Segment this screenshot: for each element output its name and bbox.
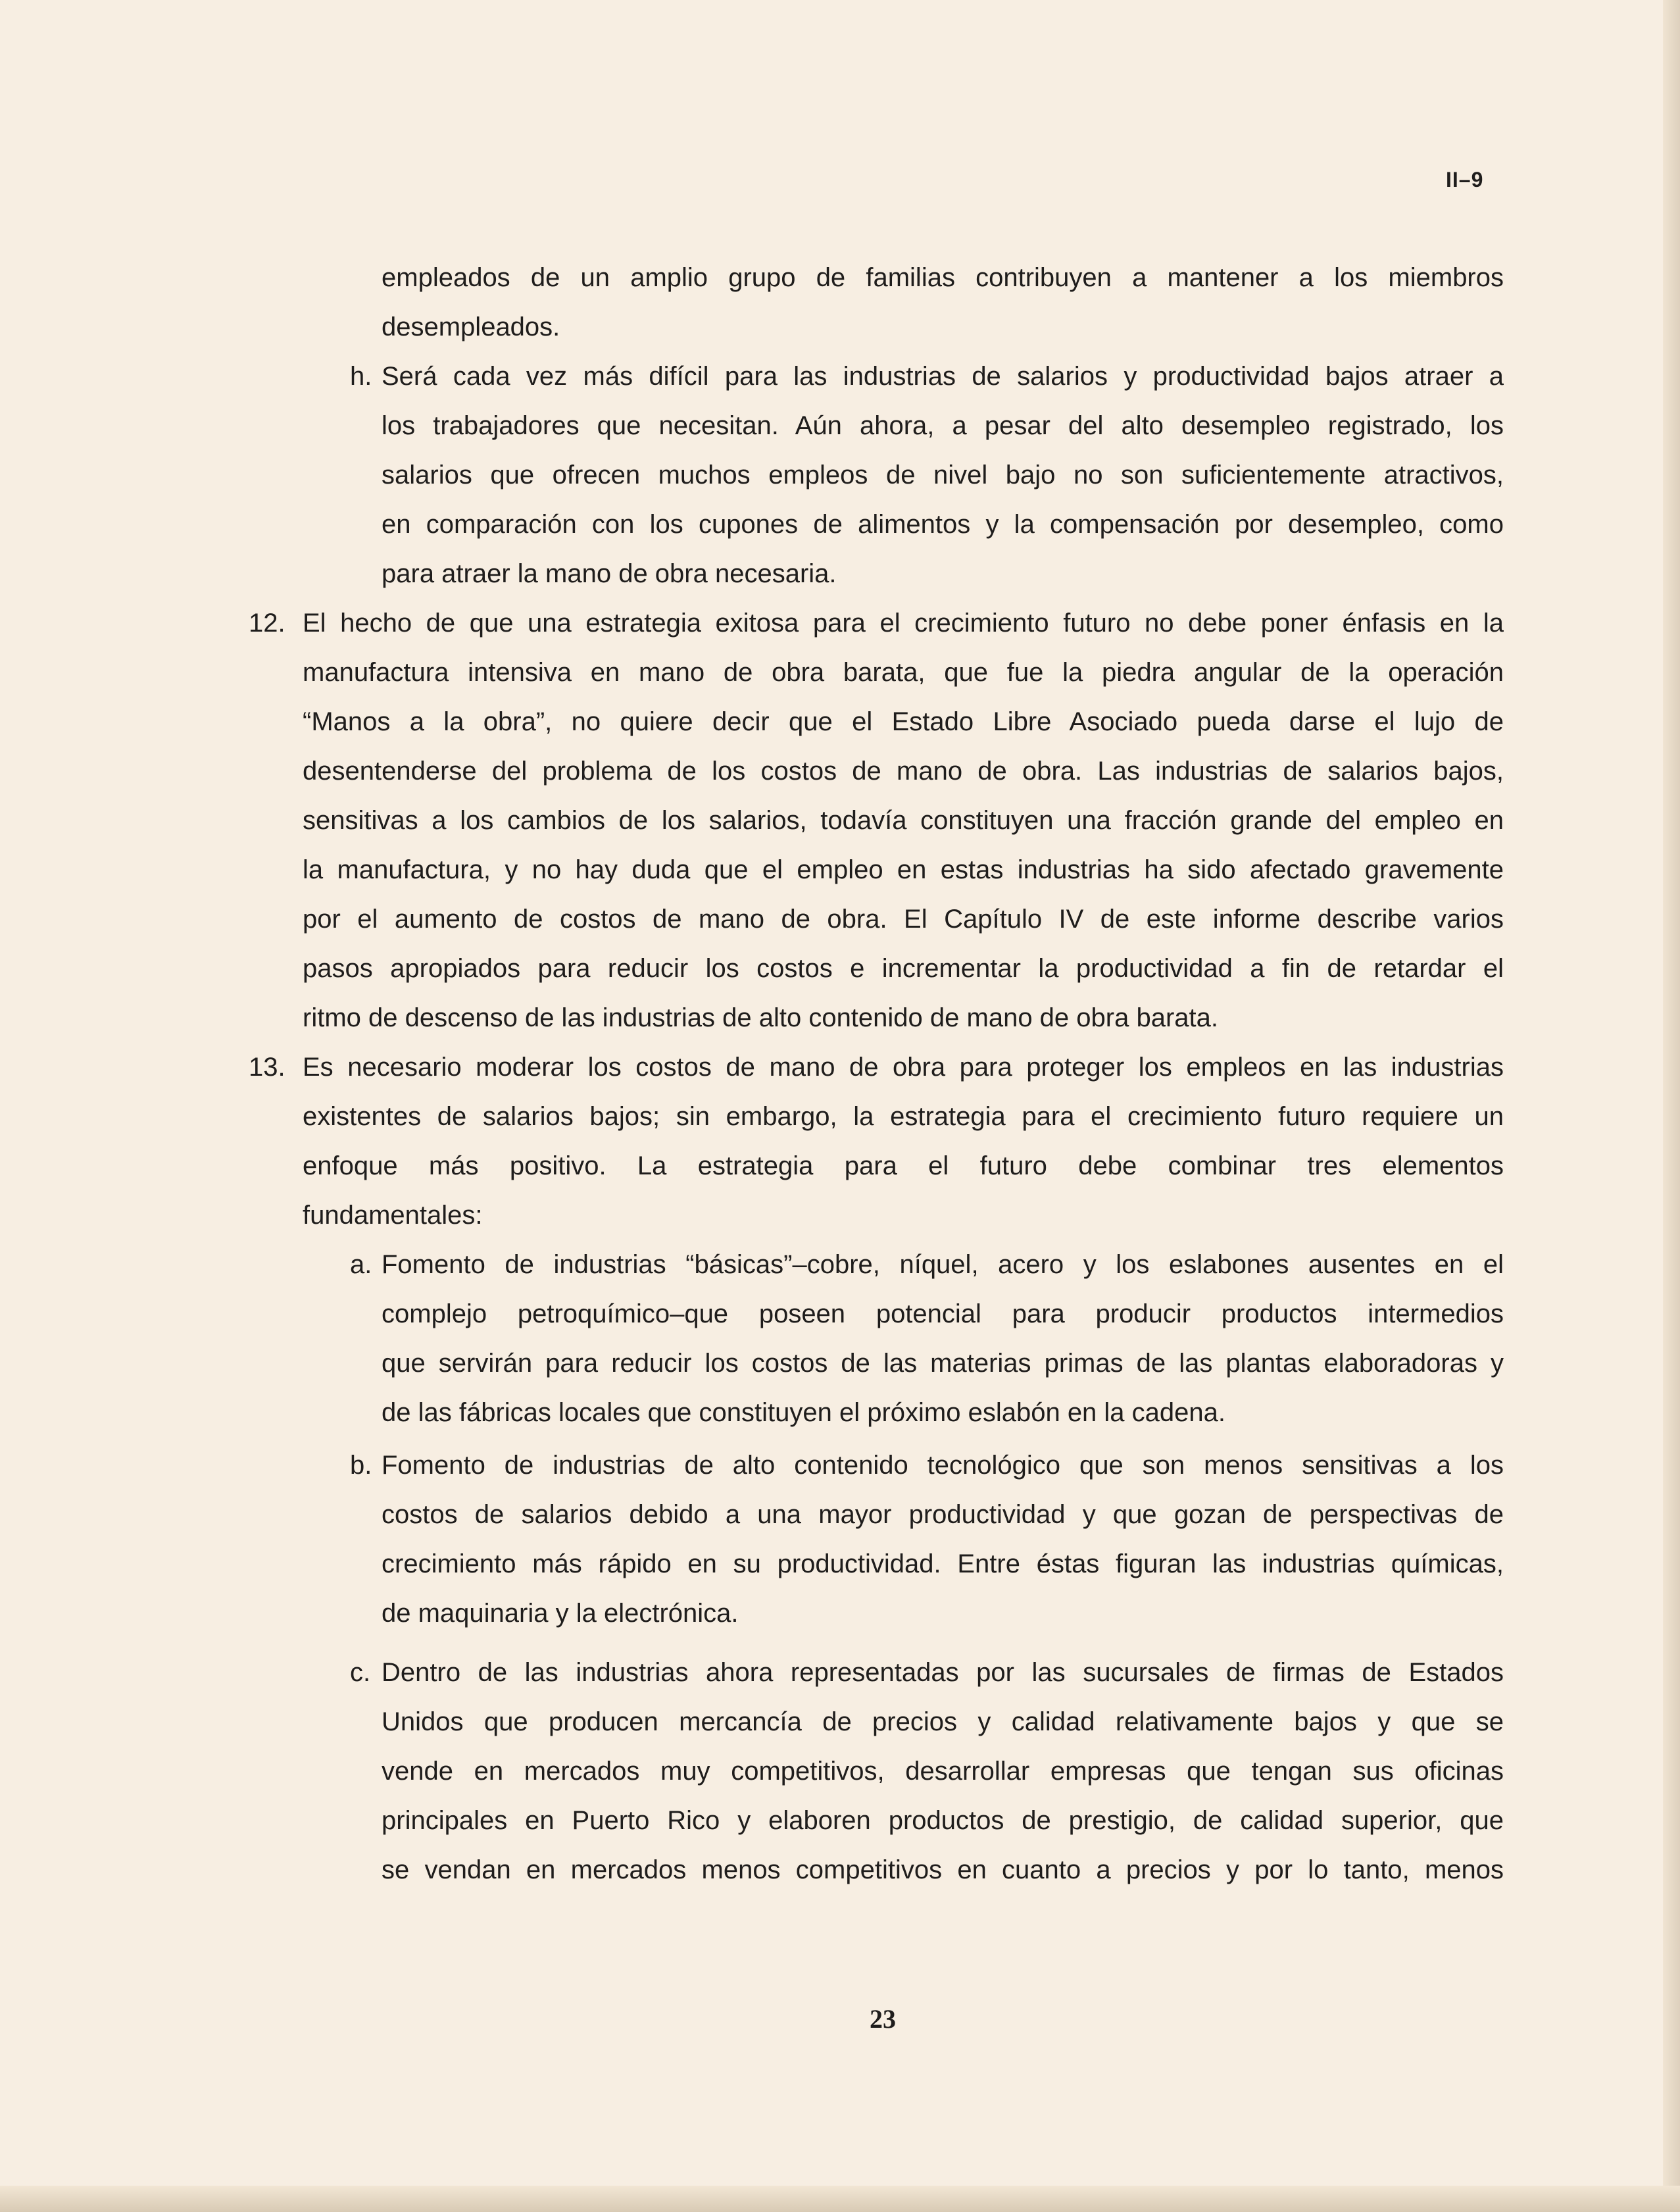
text-line: por el aumento de costos de mano de obra. El Capítulo IV de este informe describe varios: [303, 905, 1504, 934]
text-line: existentes de salarios bajos; sin embargo, la estrategia para el crecimiento futuro requiere un: [303, 1102, 1504, 1131]
page-number: 23: [870, 2004, 896, 2034]
text-line: para atraer la mano de obra necesaria.: [382, 559, 837, 588]
text-line: de maquinaria y la electrónica.: [382, 1599, 739, 1628]
text-line: fundamentales:: [303, 1201, 483, 1230]
text-line: sensitivas a los cambios de los salarios, todavía constituyen una fracción grande del empleo en: [303, 806, 1504, 835]
text-line: que servirán para reducir los costos de las materias primas de las plantas elaboradoras y: [382, 1349, 1504, 1378]
text-line: Es necesario moderar los costos de mano de obra para proteger los empleos en las industrias: [303, 1053, 1504, 1082]
text-line: Dentro de las industrias ahora representadas por las sucursales de firmas de Estados: [382, 1658, 1504, 1687]
list-marker: a.: [350, 1250, 372, 1279]
text-line: pasos apropiados para reducir los costos e incrementar la productividad a fin de retardar el: [303, 954, 1504, 983]
text-line: Fomento de industrias “básicas”–cobre, níquel, acero y los eslabones ausentes en el: [382, 1250, 1504, 1279]
text-line: principales en Puerto Rico y elaboren productos de prestigio, de calidad superior, que: [382, 1806, 1504, 1835]
text-line: de las fábricas locales que constituyen el próximo eslabón en la cadena.: [382, 1398, 1226, 1427]
text-line: la manufactura, y no hay duda que el empleo en estas industrias ha sido afectado gravemente: [303, 855, 1504, 884]
text-line: costos de salarios debido a una mayor productividad y que gozan de perspectivas de: [382, 1500, 1504, 1529]
text-line: complejo petroquímico–que poseen potencial para producir productos intermedios: [382, 1299, 1504, 1328]
page-edge-shadow: [1663, 0, 1680, 2212]
text-line: se vendan en mercados menos competitivos en cuanto a precios y por lo tanto, menos: [382, 1855, 1504, 1884]
list-marker: b.: [350, 1451, 372, 1480]
text-line: los trabajadores que necesitan. Aún ahora, a pesar del alto desempleo registrado, los: [382, 411, 1504, 440]
text-line: crecimiento más rápido en su productividad. Entre éstas figuran las industrias químicas,: [382, 1549, 1504, 1578]
text-line: Unidos que producen mercancía de precios y calidad relativamente bajos y que se: [382, 1707, 1504, 1736]
text-line: ritmo de descenso de las industrias de alto contenido de mano de obra barata.: [303, 1003, 1218, 1032]
paragraph-number: 13.: [249, 1053, 285, 1082]
text-line: salarios que ofrecen muchos empleos de nivel bajo no son suficientemente atractivos,: [382, 461, 1504, 490]
page-bottom-edge: [0, 2186, 1680, 2212]
text-line: desempleados.: [382, 313, 560, 341]
text-line: vende en mercados muy competitivos, desarrollar empresas que tengan sus oficinas: [382, 1757, 1504, 1786]
paragraph-number: 12.: [249, 609, 285, 638]
text-line: “Manos a la obra”, no quiere decir que el Estado Libre Asociado pueda darse el lujo de: [303, 707, 1504, 736]
text-line: en comparación con los cupones de alimentos y la compensación por desempleo, como: [382, 510, 1504, 539]
text-line: empleados de un amplio grupo de familias contribuyen a mantener a los miembros: [382, 263, 1504, 292]
section-page-code: II–9: [1446, 168, 1484, 191]
text-line: Fomento de industrias de alto contenido tecnológico que son menos sensitivas a los: [382, 1451, 1504, 1480]
list-marker: h.: [350, 362, 372, 391]
text-line: Será cada vez más difícil para las industrias de salarios y productividad bajos atraer a: [382, 362, 1504, 391]
list-marker: c.: [350, 1658, 371, 1687]
text-line: enfoque más positivo. La estrategia para el futuro debe combinar tres elementos: [303, 1151, 1504, 1180]
text-line: desentenderse del problema de los costos de mano de obra. Las industrias de salarios bajos,: [303, 757, 1504, 786]
text-line: El hecho de que una estrategia exitosa para el crecimiento futuro no debe poner énfasis en la: [303, 609, 1504, 638]
text-line: manufactura intensiva en mano de obra barata, que fue la piedra angular de la operación: [303, 658, 1504, 687]
